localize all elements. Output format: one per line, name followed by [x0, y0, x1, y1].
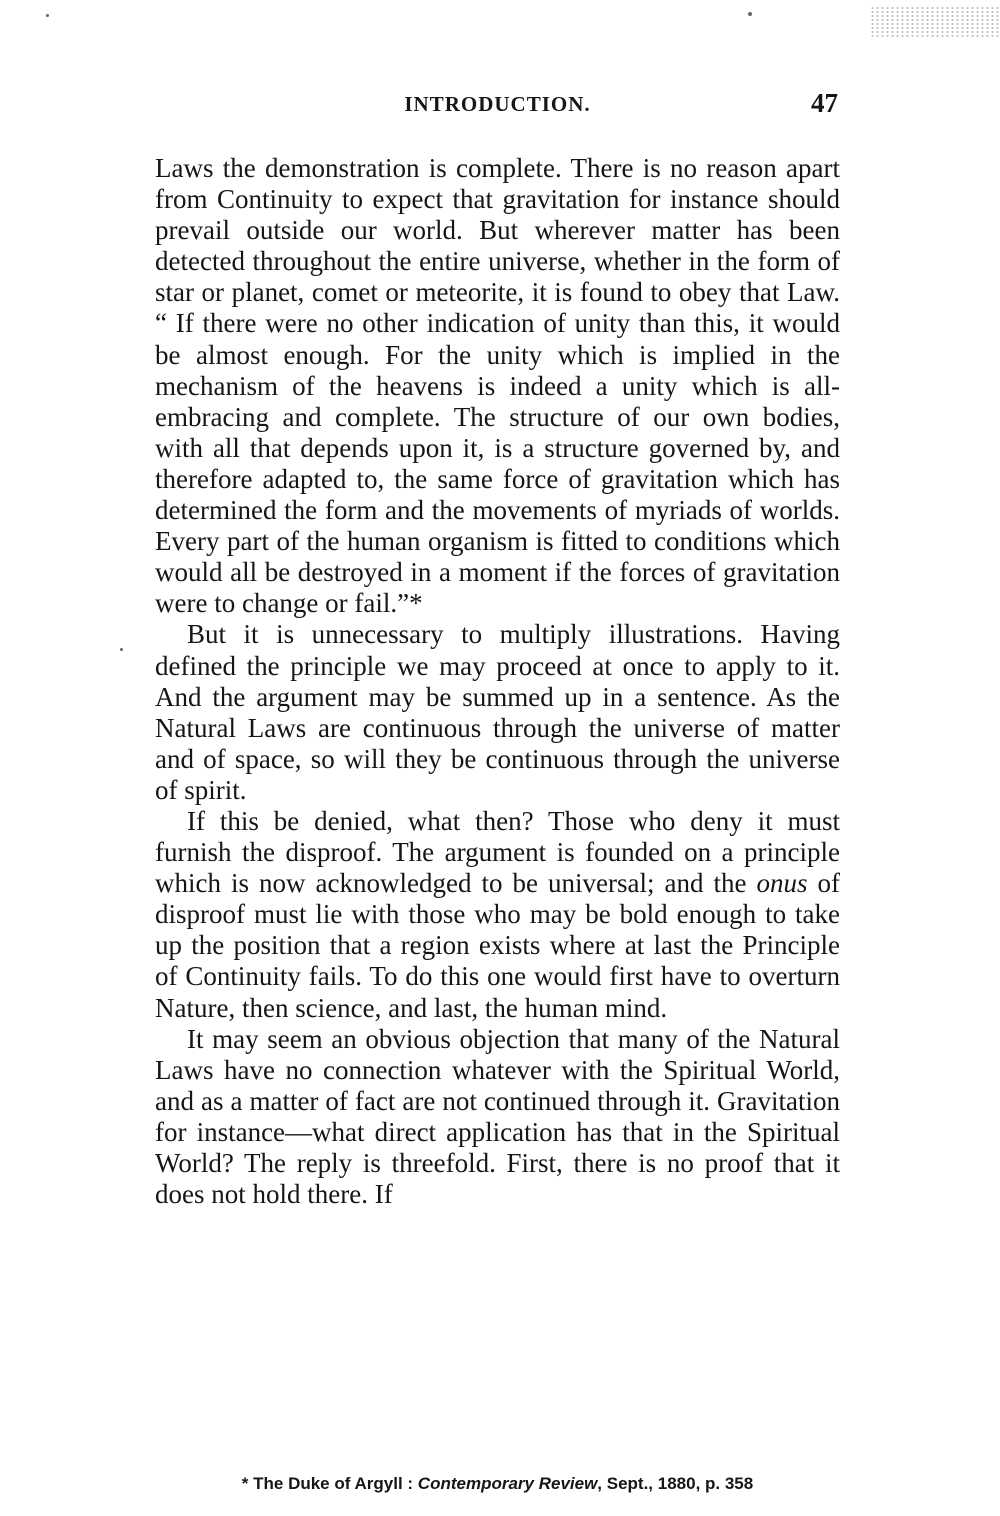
paragraph-4: It may seem an obvious objection that many of the Natural Laws have no connection whatever with the Spiritual World, and as a matter of fact are not continued through it. Gravitation for instance—what direct application has that in the Spiritual World? The reply is threefold. First, there is no proof that it does not hold there. If	[155, 1023, 840, 1210]
paragraph-3-before: If this be denied, what then? Those who deny it must furnish the disproof. The argument is founded on a principle which is now acknowledged to be universal; and the	[155, 805, 840, 899]
paragraph-1: Laws the demonstration is complete. There is no reason apart from Continuity to expect that gravitation for instance should prevail outside our world. But wherever matter has been detected throughout the entire universe, whether in the form of star or planet, comet or meteorite, it is found to obey that Law. “ If there were no other indication of unity than this, it would be almost enough. For the unity which is implied in the mechanism of the heavens is indeed a unity which is all-embracing and complete. The structure of our own bodies, with all that depends upon it, is a structure governed by, and therefore adapted to, the same force of gravitation which has determined the form and the movements of myriads of worlds. Every part of the human organism is fitted to conditions which would all be destroyed in a moment if the forces of gravitation were to change or fail.”*	[155, 153, 840, 619]
scan-speck	[748, 12, 752, 16]
page-header	[155, 88, 840, 128]
paragraph-3-after: of disproof must lie with those who may be bold enough to take up the position that a region exists where at last the Principle of Continuity fails. To do this one would first have to overturn Nature, then science, and last, the human mind.	[155, 868, 840, 1023]
running-title: INTRODUCTION.	[404, 92, 591, 116]
paragraph-2: But it is unnecessary to multiply illustrations. Having defined the principle we may proceed at once to apply to it. And the argument may be summed up in a sentence. As the Natural Laws are continuous through the universe of matter and of space, so will they be continuous through the universe of spirit.	[155, 619, 840, 805]
footnote-details: , Sept., 1880, p. 358	[597, 1474, 754, 1493]
italic-word-onus: onus	[756, 868, 808, 899]
footnote-source: Contemporary Review	[417, 1474, 598, 1493]
scan-speck	[120, 648, 123, 651]
body-text	[155, 153, 840, 1210]
footnote	[155, 1474, 840, 1494]
scan-noise	[870, 6, 1000, 38]
footnote-attribution: * The Duke of Argyll :	[241, 1474, 418, 1493]
paragraph-3	[155, 806, 840, 1024]
scan-speck	[46, 14, 49, 17]
page-number: 47	[811, 88, 838, 118]
